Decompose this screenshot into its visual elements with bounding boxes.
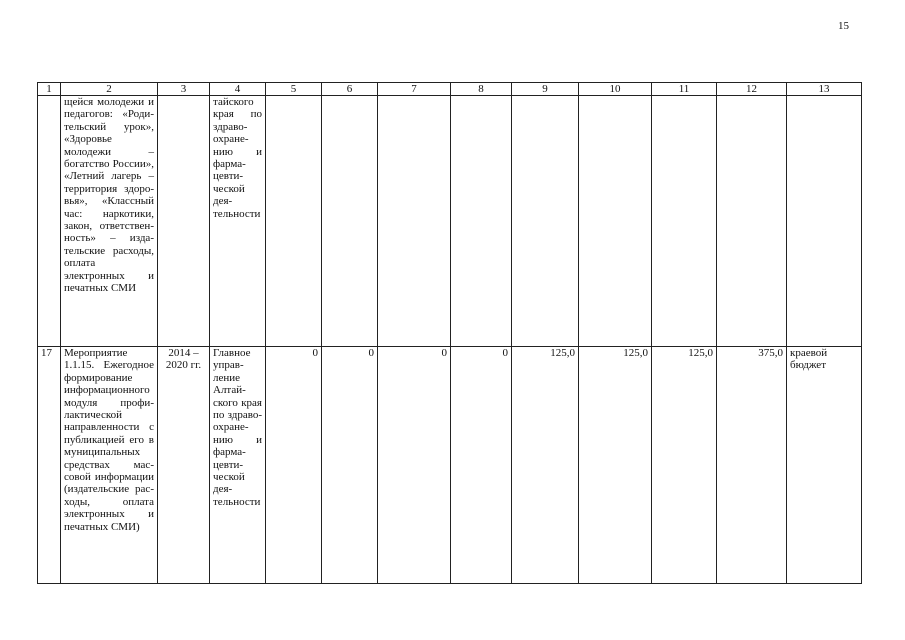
amount-cell: 125,0 — [512, 347, 579, 584]
column-header: 5 — [266, 83, 322, 96]
column-number-row — [38, 83, 862, 96]
amount-cell: 125,0 — [579, 347, 652, 584]
column-header: 10 — [579, 83, 652, 96]
amount-cell: 0 — [266, 347, 322, 584]
column-header: 3 — [158, 83, 210, 96]
column-header: 4 — [210, 83, 266, 96]
amount-cell: 0 — [451, 347, 512, 584]
column-header: 6 — [322, 83, 378, 96]
amount-cell — [652, 96, 717, 347]
page-number: 15 — [838, 20, 849, 32]
column-header: 8 — [451, 83, 512, 96]
column-header: 1 — [38, 83, 61, 96]
table-row — [38, 347, 862, 584]
amount-cell: 0 — [322, 347, 378, 584]
amount-cell — [579, 96, 652, 347]
amount-cell — [451, 96, 512, 347]
executor-cell: тайского края по здравоохранению и фармацевтической деятельности — [210, 96, 266, 347]
measure-name-cell: Мероприятие 1.1.15. Ежегодное формирование информационного модуля профилактической направленности с публикацией его в муниципальных средствах массовой информации (издательские расходы, оплата электронных и печатных СМИ) — [61, 347, 158, 584]
amount-cell: 0 — [378, 347, 451, 584]
column-header: 7 — [378, 83, 451, 96]
executor-cell: Главное управление Алтайского края по здравоохранению и фармацевтической деятельности — [210, 347, 266, 584]
period-cell: 2014 – 2020 гг. — [158, 347, 210, 584]
column-header: 2 — [61, 83, 158, 96]
column-header: 13 — [787, 83, 862, 96]
row-number-cell — [38, 96, 61, 347]
program-measures-table — [37, 82, 862, 584]
amount-cell — [512, 96, 579, 347]
row-number-cell: 17 — [38, 347, 61, 584]
amount-cell — [266, 96, 322, 347]
amount-cell: 125,0 — [652, 347, 717, 584]
column-header: 12 — [717, 83, 787, 96]
funding-source-cell: краевой бюджет — [787, 347, 862, 584]
measure-name-cell: щейся молодежи и педагогов: «Родительский урок», «Здоровье молодежи – богатство России», «Летний лагерь – территория здоровья», «Классный час: наркотики, закон, ответственность» – издательские расходы, оплата электронных и печатных СМИ — [61, 96, 158, 347]
total-cell: 375,0 — [717, 347, 787, 584]
total-cell — [717, 96, 787, 347]
amount-cell — [378, 96, 451, 347]
period-cell — [158, 96, 210, 347]
funding-source-cell — [787, 96, 862, 347]
column-header: 9 — [512, 83, 579, 96]
amount-cell — [322, 96, 378, 347]
column-header: 11 — [652, 83, 717, 96]
table-row — [38, 96, 862, 347]
